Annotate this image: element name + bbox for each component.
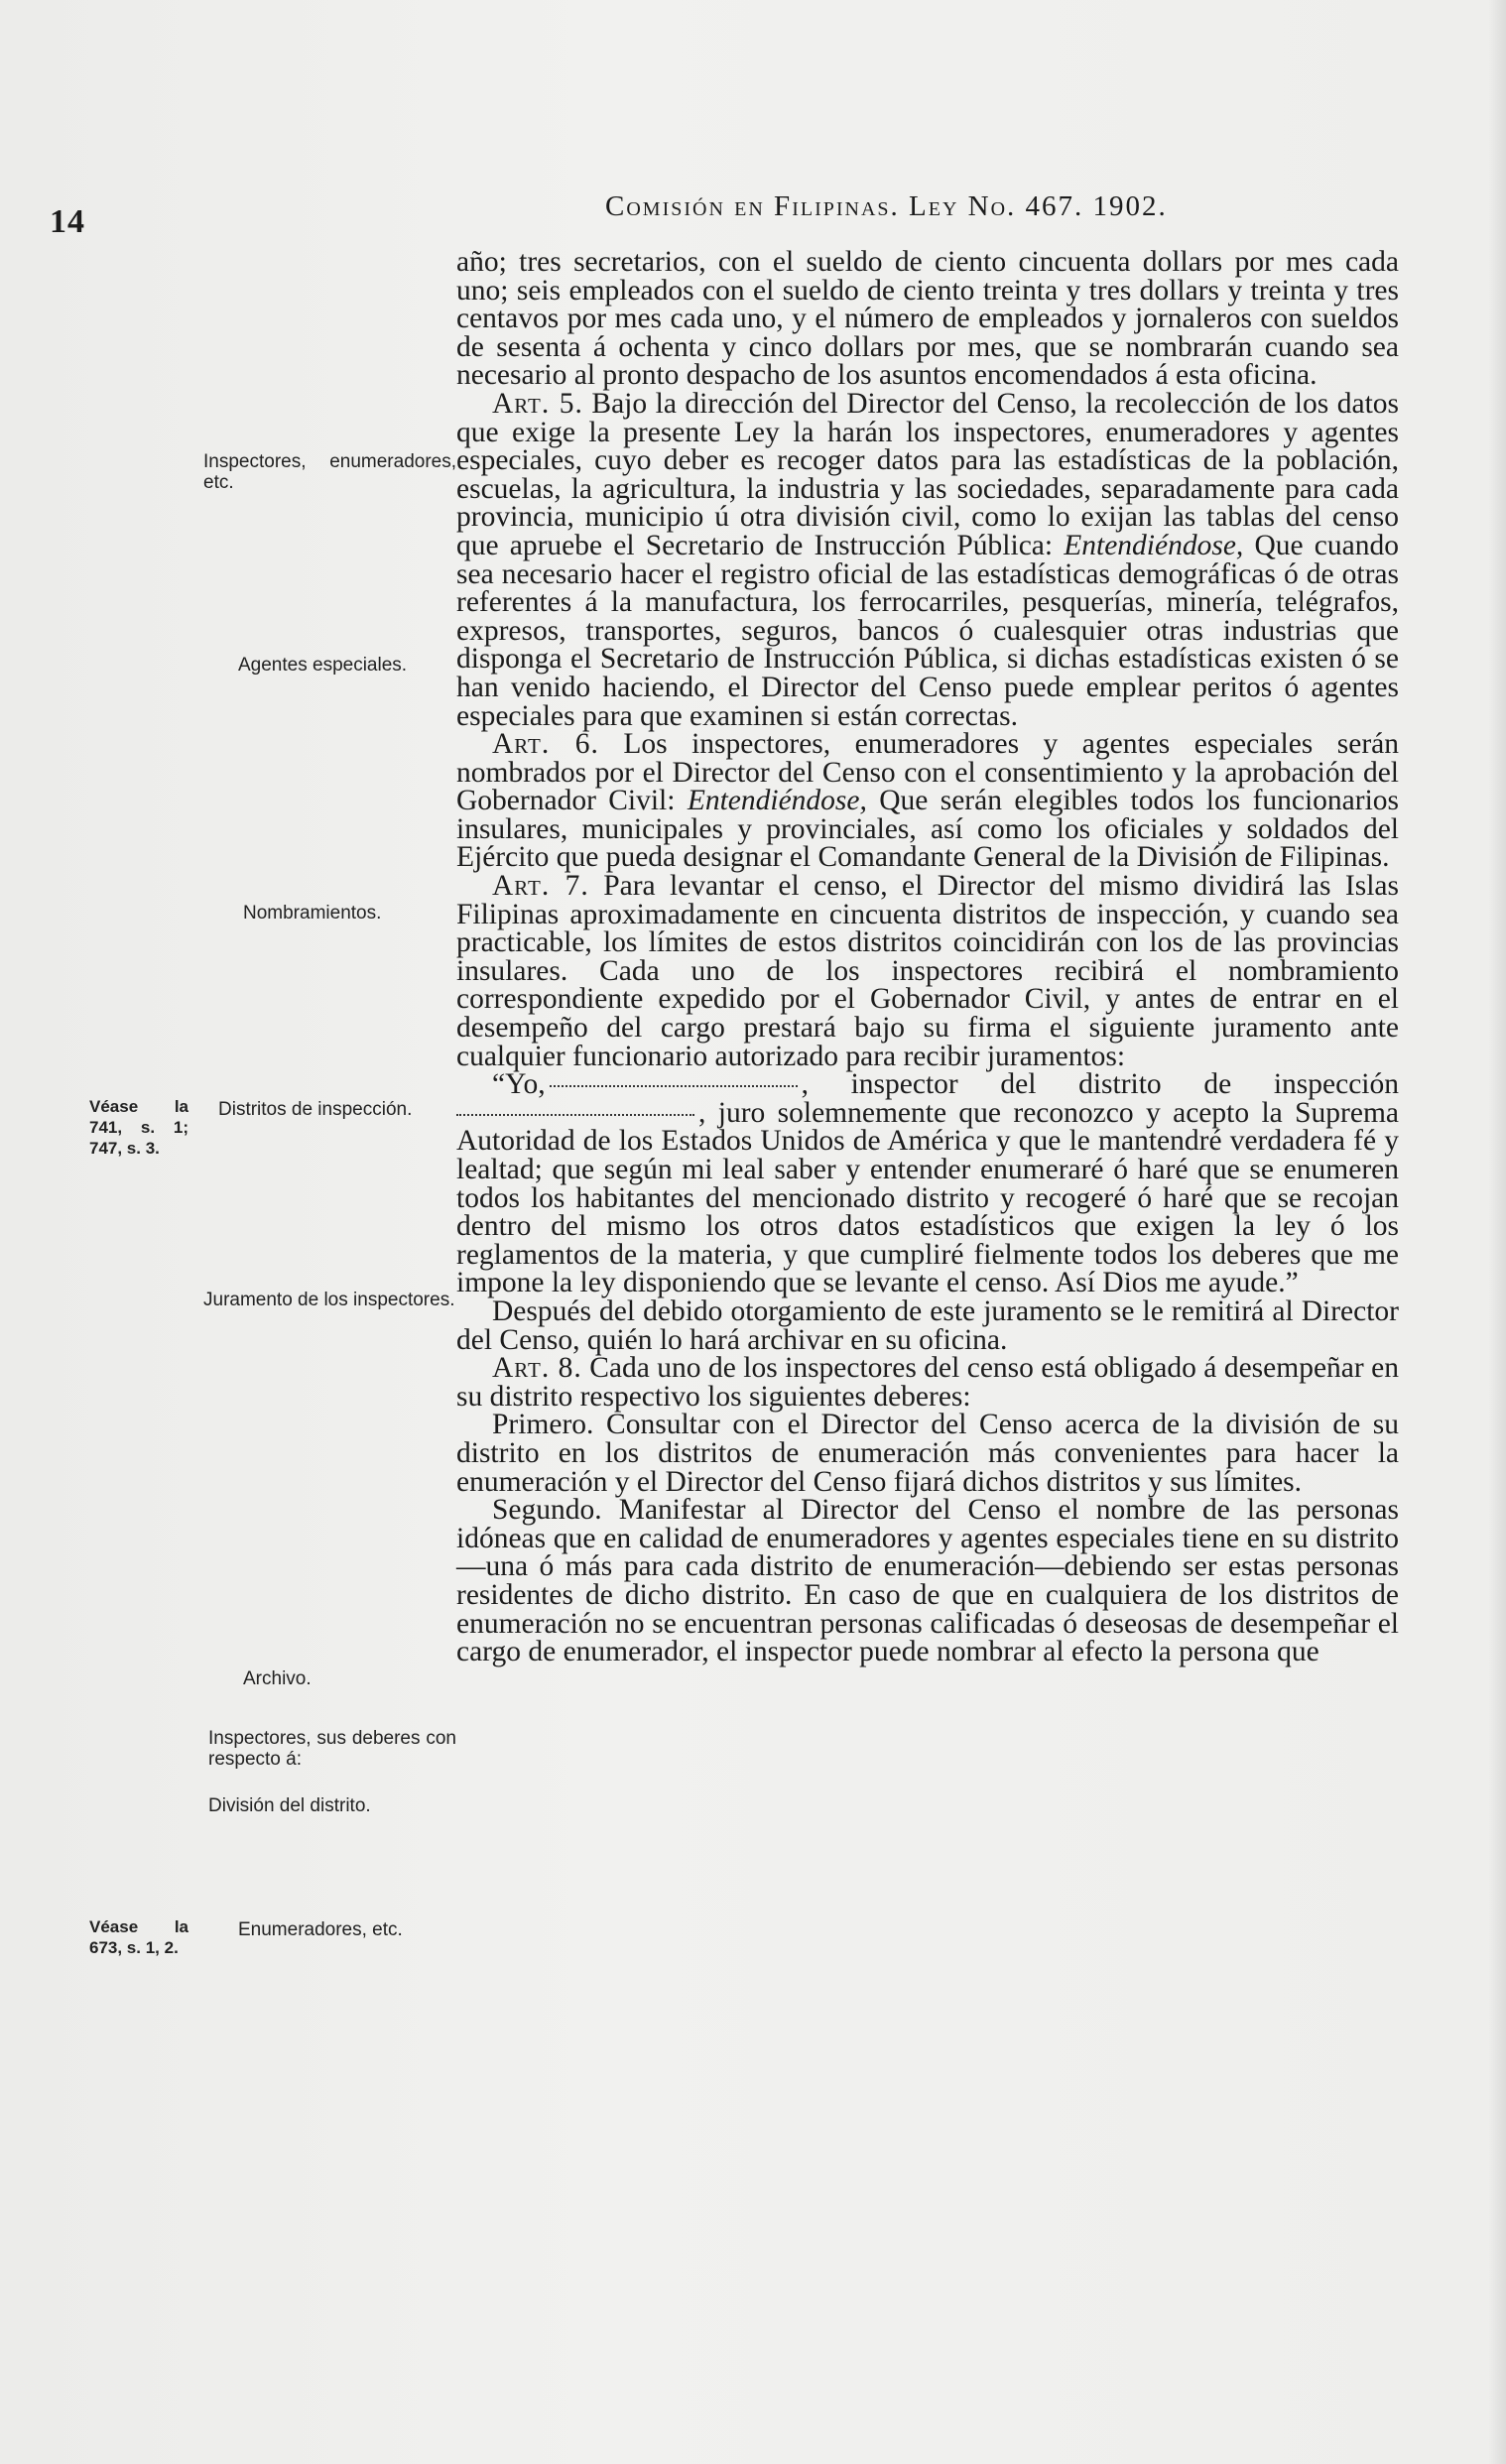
duty-label: Primero. (492, 1409, 594, 1441)
duty-primero (456, 1411, 1399, 1496)
article-text: Los inspectores, enumeradores y agentes especiales serán nombrados por el Director del Censo con el consentimiento y la aprobación del Gobernador Civil: (456, 728, 1399, 817)
margin-note-nombramientos: Nombramientos. (243, 903, 382, 924)
article-label: Art. 8. (492, 1352, 582, 1385)
oath-body: , juro solemnemente que reconozco y acepto la Suprema Autoridad de los Estados Unidos de América y que le mantendré verdadera fé y lealtad; que según mi leal saber y entender enumeraré ó haré que se enumeren todos los habitantes del mencionado distrito y recogeré ó haré que se recojan dentro del mismo los otros datos estadísticos que exigen la ley ó los reglamentos de la materia, y que cumpliré fielmente todos los deberes que me impone la ley disponiendo que se levante el censo. Así Dios me ayude.” (456, 1096, 1399, 1299)
article-label: Art. 6. (492, 728, 599, 761)
article-6 (456, 730, 1399, 872)
margin-note-juramento: Juramento de los inspectores. (203, 1290, 455, 1310)
article-text: Cada uno de los inspectores del censo está obligado á desempeñar en su distrito respectivo los siguientes deberes: (456, 1352, 1399, 1413)
oath-blank-district (456, 1114, 694, 1116)
margin-ref-673: Véase la 673, s. 1, 2. (89, 1917, 188, 1957)
duty-text: Manifestar al Director del Censo el nombre de las personas idóneas que en calidad de enumeradores y agentes especiales tiene en su distrito—una ó más para cada distrito de enumeración—debiendo ser estas personas residentes de dicho distrito. En caso de que en cualquiera de los distritos de enumeración no se encuentran personas calificadas ó deseosas de desempeñar el cargo de enumerador, el inspector puede nombrar al efecto la persona que (456, 1494, 1399, 1668)
page-number: 14 (50, 203, 85, 240)
article-text: Para levantar el censo, el Director del mismo dividirá las Islas Filipinas aproximadamente en cincuenta distritos de inspección, y cuando sea practicable, los límites de estos distritos coincidirán con los de las provincias insulares. Cada uno de los inspectores recibirá el nombramiento correspondiente expedido por el Gobernador Civil, y antes de entrar en el desempeño del cargo prestará bajo su firma el siguiente juramento ante cualquier funcionario autorizado para recibir juramentos: (456, 870, 1399, 1072)
margin-note-division: División del distrito. (208, 1795, 371, 1816)
article-text-cont: Que serán elegibles todos los funcionarios insulares, municipales y provinciales, así como los oficiales y soldados del Ejército que pueda designar el Comandante General de la División de Filipinas. (456, 785, 1400, 874)
margin-note-inspectores-deberes: Inspectores, sus deberes con respecto á: (208, 1728, 456, 1770)
running-head: Comisión en Filipinas. Ley No. 467. 1902. (605, 190, 1168, 222)
scan-edge-shadow (1488, 0, 1506, 2464)
duty-label: Segundo. (492, 1494, 602, 1527)
paragraph-continuation: año; tres secretarios, con el sueldo de ciento cincuenta dollars por mes cada uno; seis empleados con el sueldo de ciento treinta y tres dollars y treinta y tres centavos por mes cada uno, y el número de empleados y jornaleros con sueldos de sesenta á ochenta y cinco dollars por mes, que se nombrarán cuando sea necesario al pronto despacho de los asuntos encomendados á esta oficina. (456, 246, 1399, 392)
article-5 (456, 387, 1399, 732)
article-text: Bajo la dirección del Director del Censo, la recolección de los datos que exige la presente Ley la harán los inspectores, enumeradores y agentes especiales, cuyo deber es recoger datos para las estadísticas de la población, escuelas, la agricultura, la industria y las sociedades, separadamente para cada provincia, municipio ú otra división civil, como lo exijan las tablas del censo que apruebe el Secretario de Instrucción Pública: (456, 387, 1399, 561)
article-7 (456, 872, 1399, 1070)
oath-start: “Yo, (492, 1068, 546, 1101)
margin-note-inspectores: Inspectores, enumeradores, etc. (203, 451, 456, 493)
oath-mid: , inspector del distrito de inspección (801, 1068, 1399, 1101)
margin-note-archivo: Archivo. (243, 1668, 312, 1689)
margin-note-distritos: Distritos de inspección. (218, 1099, 413, 1120)
article-label: Art. 5. (492, 387, 583, 420)
proviso-label: Entendiéndose, (687, 785, 867, 817)
proviso-label: Entendiéndose, (1064, 529, 1244, 561)
oath-text (456, 1070, 1399, 1297)
margin-note-enumeradores: Enumeradores, etc. (238, 1919, 403, 1940)
oath-blank-name (550, 1085, 798, 1087)
article-label: Art. 7. (492, 870, 589, 903)
article-text-cont: Que cuando sea necesario hacer el registro oficial de las estadísticas demográficas ó de otras referentes á la manufactura, los ferrocarriles, pesquerías, minería, telégrafos, expresos, transportes, seguros, bancos ó cualesquier otras industrias que disponga el Secretario de Instrucción Pública, si dichas estadísticas existen ó se han venido haciendo, el Director del Censo puede emplear peritos ó agentes especiales para que examinen si están correctas. (456, 529, 1399, 732)
paragraph-archivo: Después del debido otorgamiento de este juramento se le remitirá al Director del Censo, quién lo hará archivar en su oficina. (456, 1294, 1399, 1356)
margin-note-agentes: Agentes especiales. (238, 655, 408, 676)
margin-ref-741: Véase la 741, s. 1; 747, s. 3. (89, 1097, 188, 1158)
duty-segundo (456, 1496, 1399, 1666)
article-8 (456, 1354, 1399, 1411)
body-text (456, 248, 1399, 1666)
duty-text: Consultar con el Director del Censo acerca de la división de su distrito en los distritos de enumeración más convenientes para hacer la enumeración y el Director del Censo fijará dichos distritos y sus límites. (456, 1409, 1399, 1498)
